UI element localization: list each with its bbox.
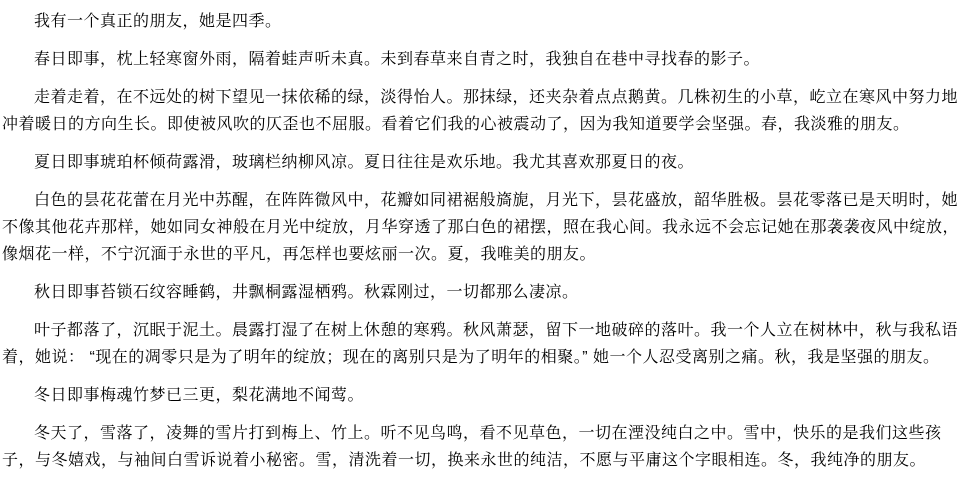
- paragraph-autumn-body: 叶子都落了，沉眠于泥土。晨露打湿了在树上休憩的寒鸦。秋风萧瑟，留下一地破碎的落叶。我一个人立在树林中，秋与我私语着，她说： “现在的凋零只是为了明年的绽放；现在的离别只是为了明年的相聚。” 她一个人忍受离别之痛。秋，我是坚强的朋友。: [2, 322, 959, 366]
- paragraph-spring-poem: 春日即事，枕上轻寒窗外雨，隔着蛙声听未真。未到春草来自青之时，我独自在巷中寻找春的影子。: [34, 51, 761, 68]
- paragraph-summer-poem: 夏日即事琥珀杯倾荷露滑，玻璃栏纳柳风凉。夏日往往是欢乐地。我尤其喜欢那夏日的夜。: [34, 154, 695, 171]
- paragraph-spring-body: 走着走着，在不远处的树下望见一抹依稀的绿，淡得怡人。那抹绿，还夹杂着点点鹅黄。几株初生的小草，屹立在寒风中努力地冲着暖日的方向生长。即使被风吹的仄歪也不屈服。看着它们我的心被震动了，因为我知道要学会坚强。春，我淡雅的朋友。: [2, 89, 959, 133]
- paragraph-autumn-poem: 秋日即事苔锁石纹容睡鹤，井飘桐露湿栖鸦。秋霖刚过，一切都那么凄凉。: [34, 284, 579, 301]
- paragraph-intro: 我有一个真正的朋友，她是四季。: [34, 13, 282, 30]
- paragraph-winter-poem: 冬日即事梅魂竹梦已三更，梨花满地不闻莺。: [34, 387, 365, 404]
- essay-document: [2, 8, 962, 474]
- paragraph-summer-body: 白色的昙花花蕾在月光中苏醒，在阵阵微风中，花瓣如同裙裾般旖旎，月光下，昙花盛放，韶华胜极。昙花零落已是天明时，她不像其他花卉那样，她如同女神般在月光中绽放，月华穿透了那白色的裙摆，照在我心间。我永远不会忘记她在那袭袭夜风中绽放，像烟花一样，不宁沉湎于永世的平凡，再怎样也要炫丽一次。夏，我唯美的朋友。: [2, 192, 960, 263]
- paragraph-winter-body: 冬天了，雪落了，凌舞的雪片打到梅上、竹上。听不见鸟鸣，看不见草色，一切在湮没纯白之中。雪中，快乐的是我们这些孩子，与冬嬉戏，与袖间白雪诉说着小秘密。雪，清洗着一切，换来永世的纯洁，不愿与平庸这个字眼相连。冬，我纯净的朋友。: [2, 425, 942, 469]
